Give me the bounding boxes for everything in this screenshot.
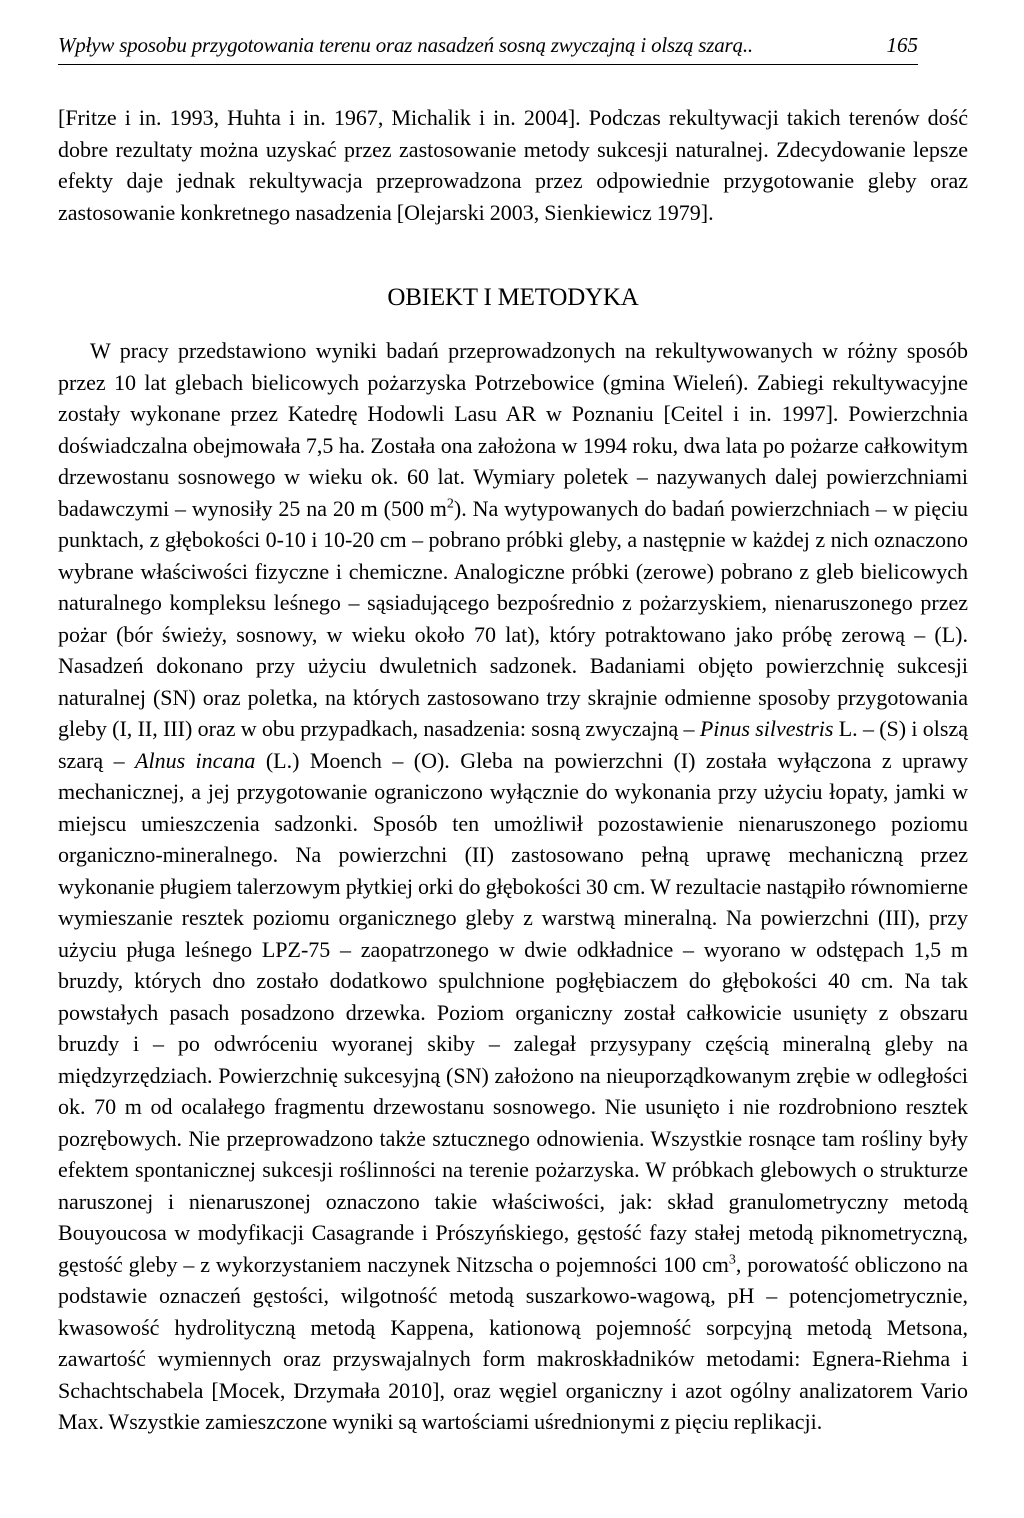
paragraph-intro: [Fritze i in. 1993, Huhta i in. 1967, Michalik i in. 2004]. Podczas rekultywacji takich terenów dość dobre rezultaty można uzyskać przez zastosowanie metody sukcesji naturalnej. Zdecydowanie lepsze efekty daje jednak rekultywacja przeprowadzona przez odpowiednie przygotowanie gleby oraz zastosowanie konkretnego nasadzenia [Olejarski 2003, Sienkiewicz 1979]. — [58, 105, 968, 225]
text-run: W pracy przedstawiono wyniki badań przeprowadzonych na rekultywowanych w różny sposób przez 10 lat glebach bielicowych pożarzyska Potrzebowice (gmina Wieleń). Zabiegi rekultywacyjne zostały wykonane przez Katedrę Hodowli Lasu AR w Poznaniu [Ceitel i in. 1997]. Powierzchnia doświadczalna obejmowała 7,5 ha. Została ona założona w 1994 roku, dwa lata po pożarze całkowitym drzewostanu sosnowego w wieku ok. 60 lat. Wymiary poletek – nazywanych dalej powierzchniami badawczymi – wynosiły 25 na 20 m (500 m — [58, 338, 968, 521]
text-run: L. – (S) i olszą szarą – — [58, 716, 968, 773]
section-heading: OBIEKT I METODYKA — [387, 284, 639, 311]
superscript: 3 — [728, 1252, 736, 1268]
text-run: , porowatość obliczono na podstawie oznaczeń gęstości, wilgotność metodą suszarkowo-wagową, pH – potencjometrycznie, kwasowość hydrolityczną metodą Kappena, kationową pojemność sorpcyjną metodą Metsona, zawartość wymiennych oraz przyswajalnych form makroskładników metodami: Egnera-Riehma i Schachtschabela [Mocek, Drzymała 2010], oraz węgiel organiczny i azot ogólny analizatorem Vario Max. Wszystkie zamieszczone wyniki są wartościami uśrednionymi z pięciu replikacji. — [58, 1251, 968, 1434]
species-name: Pinus silvestris — [699, 716, 834, 741]
text-run: ). Na wytypowanych do badań powierzchniach – w pięciu punktach, z głębokości 0-10 i 10-20 cm – pobrano próbki gleby, a następnie w każdej z nich oznaczono wybrane właściwości fizyczne i chemiczne. Analogiczne próbki (zerowe) pobrano z gleb bielicowych naturalnego kompleksu leśnego – sąsiadującego bezpośrednio z pożarzyskiem, nienaruszonego przez pożar (bór świeży, sosnowy, w wieku około 70 lat), który potraktowano jako próbę zerową – (L). Nasadzeń dokonano przy użyciu dwuletnich sadzonek. Badaniami objęto powierzchnię sukcesji naturalnej (SN) oraz poletka, na których zastosowano trzy skrajnie odmienne sposoby przygotowania gleby (I, II, III) oraz w obu przypadkach, nasadzenia: sosną zwyczajną – — [58, 495, 968, 741]
paragraph-methods — [58, 335, 968, 1438]
page-number: 165 — [886, 33, 918, 57]
superscript: 2 — [446, 496, 454, 512]
species-name: Alnus incana — [135, 747, 256, 773]
running-header — [58, 14, 918, 65]
running-title: Wpływ sposobu przygotowania terenu oraz nasadzeń sosną zwyczajną i olszą szarą.. — [58, 33, 753, 57]
text-run: (L.) Moench – (O). Gleba na powierzchni (I) została wyłączona z uprawy mechanicznej, a jej przygotowanie ograniczono wyłącznie do wykonania przy użyciu łopaty, jamki w miejscu umieszczenia sadzonki. Sposób ten umożliwił pozostawienie nienaruszonego poziomu organiczno-mineralnego. Na powierzchni (II) zastosowano pełną uprawę mechaniczną przez wykonanie pługiem talerzowym płytkiej orki do głębokości 30 cm. W rezultacie nastąpiło równomierne wymieszanie resztek poziomu organicznego gleby z warstwą mineralną. Na powierzchni (III), przy użyciu pługa leśnego LPZ-75 – zaopatrzonego w dwie odkładnice – wyorano w odstępach 1,5 m bruzdy, których dno zostało dodatkowo spulchnione pogłębiaczem do głębokości 40 cm. Na tak powstałych pasach posadzono drzewka. Poziom organiczny został całkowicie usunięty z obszaru bruzdy i – po odwróceniu wyoranej skiby – zalegał przysypany częścią mineralną gleby na międzyrzędziach. Powierzchnię sukcesyjną (SN) założono na nieuporządkowanym zrębie w odległości ok. 70 m od ocalałego fragmentu drzewostanu sosnowego. Nie usunięto i nie rozdrobniono resztek pozrębowych. Nie przeprowadzono także sztucznego odnowienia. Wszystkie rosnące tam rośliny były efektem spontanicznej sukcesji roślinności na terenie pożarzyska. W próbkach glebowych o strukturze naruszonej i nienaruszonej oznaczono takie właściwości, jak: skład granulometryczny metodą Bouyoucosa w modyfikacji Casagrande i Prószyńskiego, gęstość fazy stałej metodą piknometryczną, gęstość gleby – z wykorzystaniem naczynek Nitzscha o pojemności 100 cm — [58, 747, 968, 1277]
